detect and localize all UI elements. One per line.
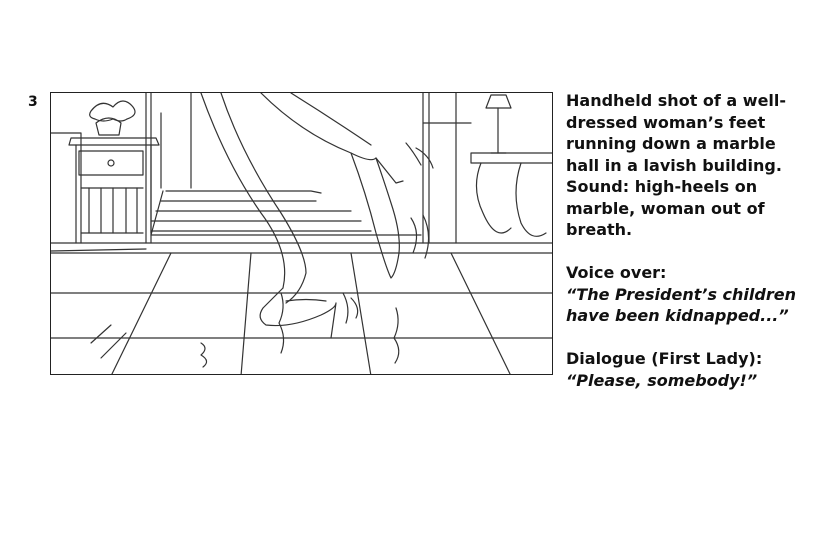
panel-number: 3 bbox=[28, 94, 38, 110]
shot-notes bbox=[566, 90, 806, 391]
sound-note: Sound: high-heels on marble, woman out of breath. bbox=[566, 177, 765, 239]
storyboard-sketch bbox=[51, 93, 553, 375]
voice-over-label: Voice over: bbox=[566, 263, 667, 282]
shoe-back bbox=[351, 153, 399, 278]
voice-over-text: “The President’s children have been kidnapped...” bbox=[566, 284, 796, 325]
leg-back bbox=[261, 93, 376, 160]
storyboard-frame bbox=[50, 92, 553, 375]
leg-front bbox=[221, 93, 306, 303]
dialogue-label: Dialogue (First Lady): bbox=[566, 349, 763, 368]
dialogue-text: “Please, somebody!” bbox=[566, 370, 758, 390]
shoe-front bbox=[260, 288, 336, 338]
shot-description: Handheld shot of a well-dressed woman’s feet running down a marble hall in a lavish building. bbox=[566, 91, 787, 175]
